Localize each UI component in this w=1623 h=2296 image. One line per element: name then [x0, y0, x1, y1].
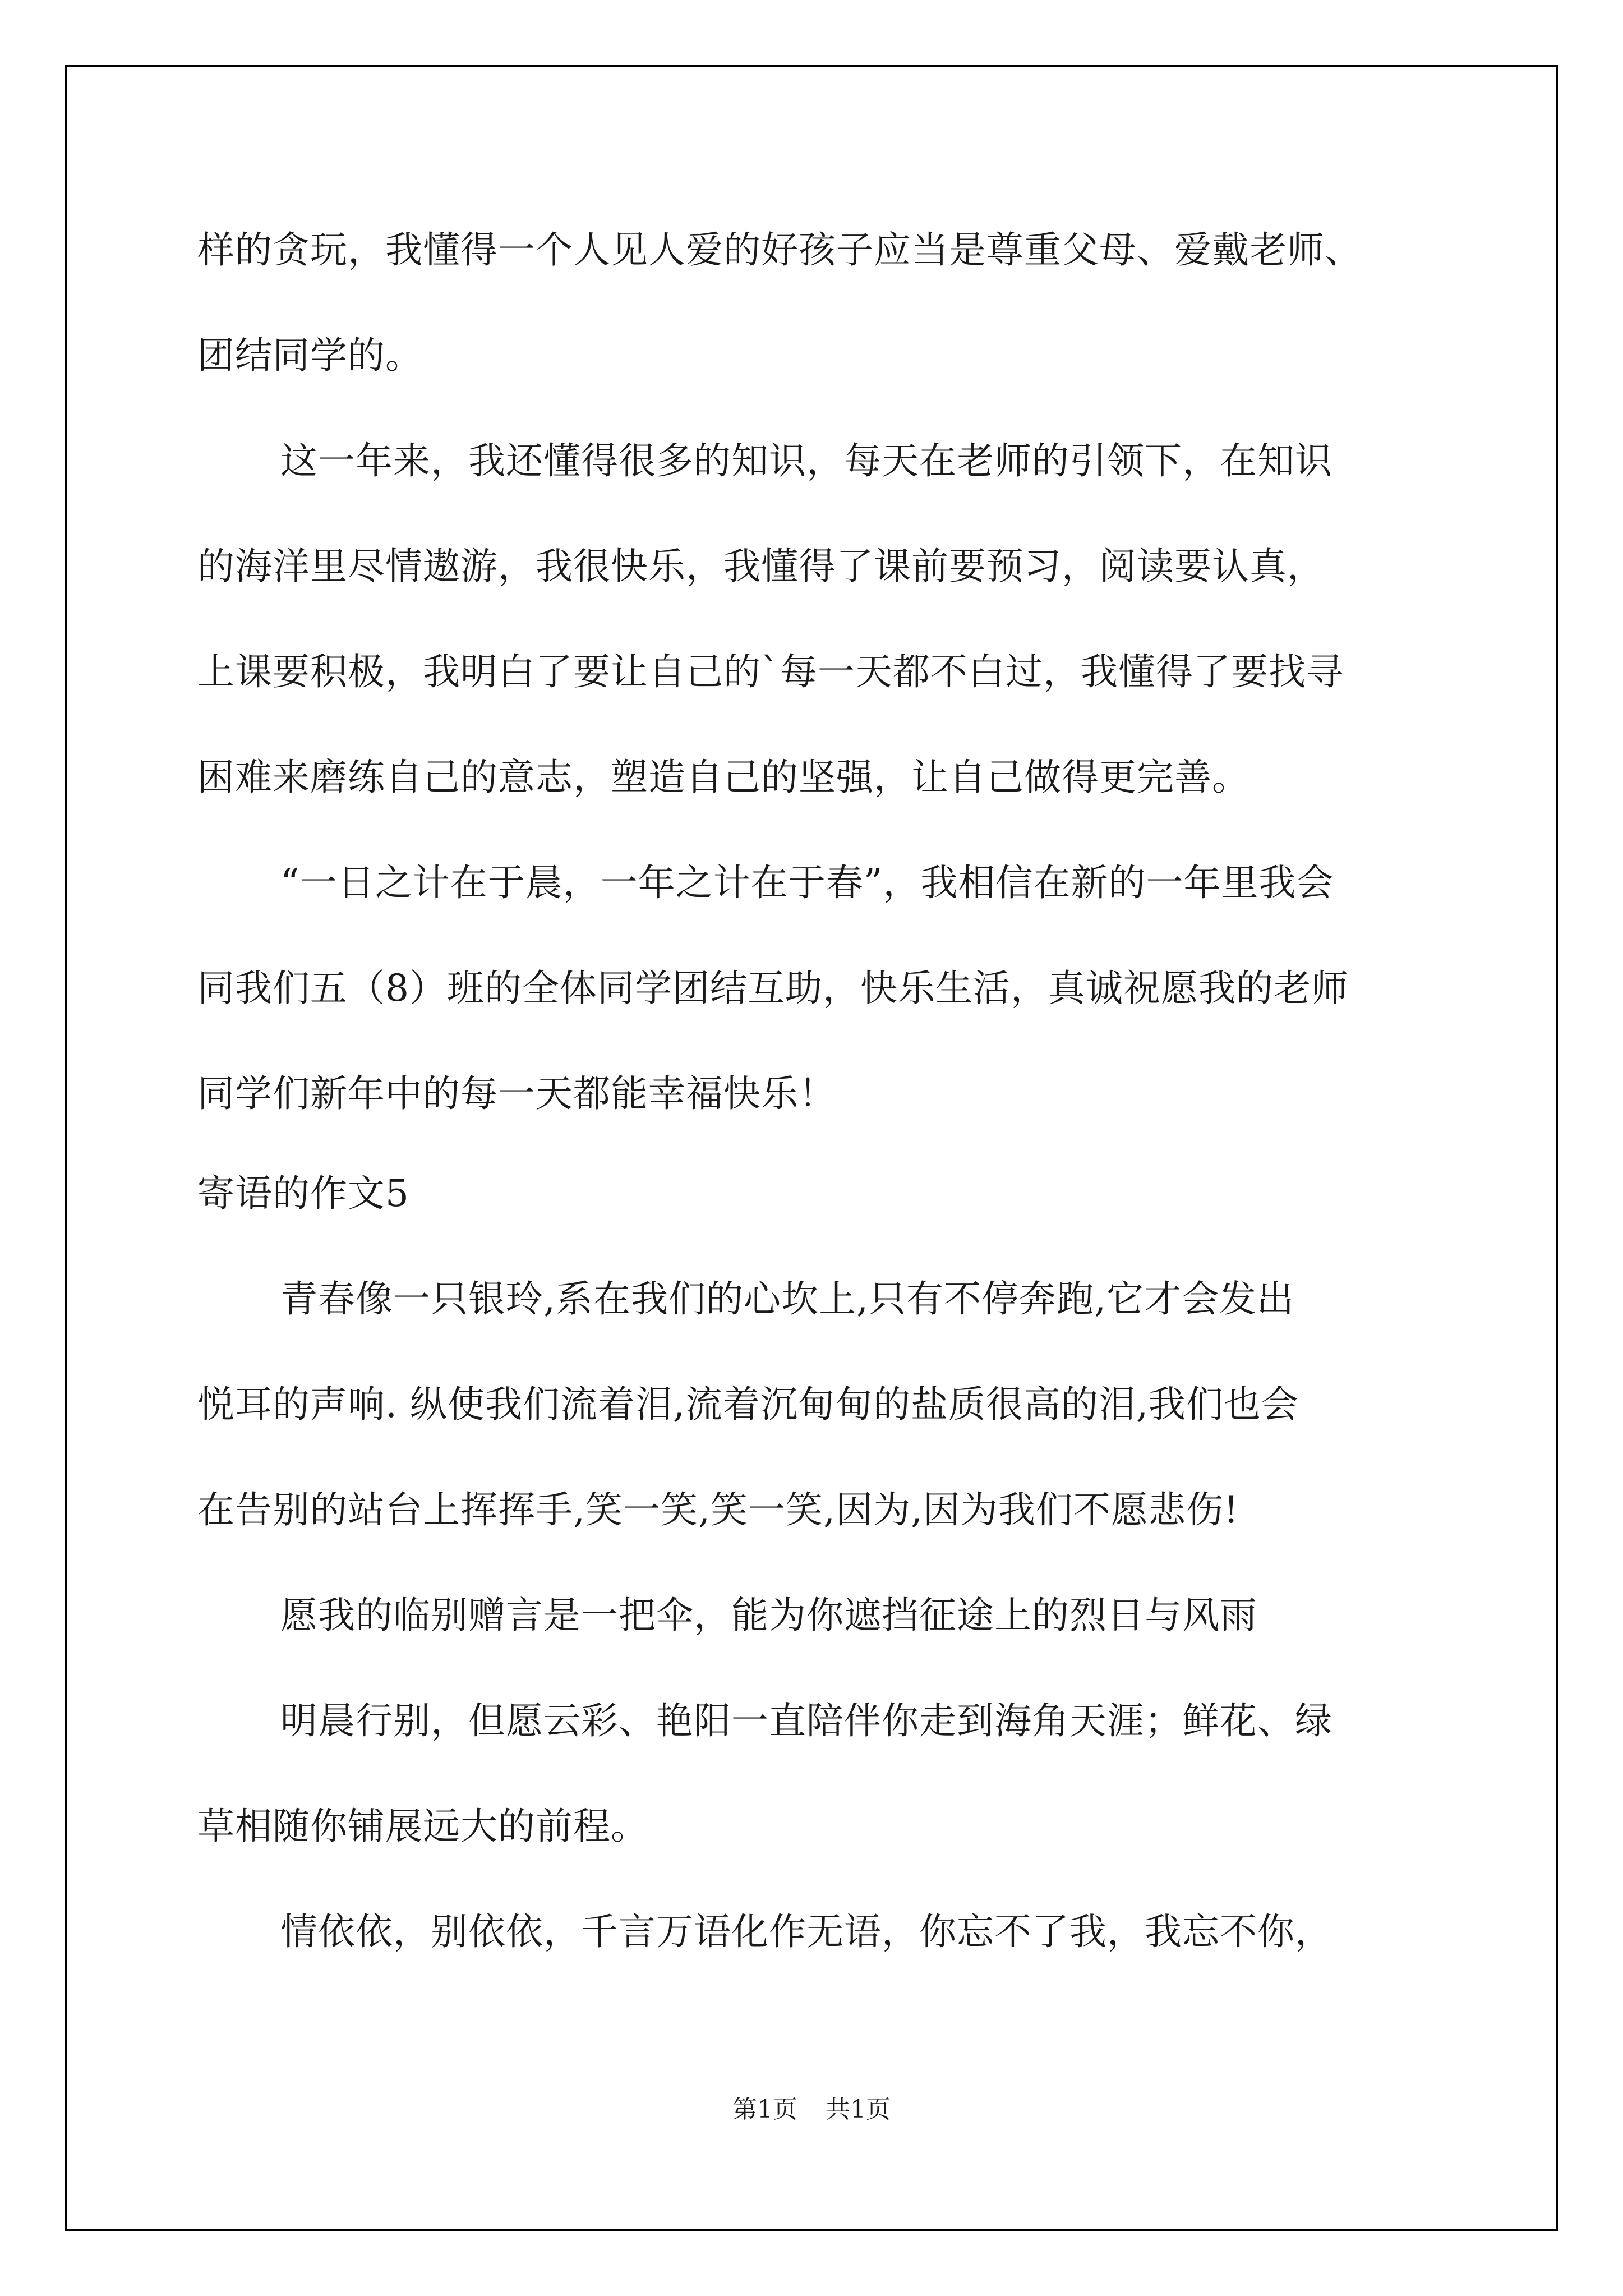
text-line: 困难来磨练自己的意志，塑造自己的坚强，让自己做得更完善。: [197, 756, 1249, 799]
text-line: 这一年来，我还懂得很多的知识，每天在老师的引领下，在知识: [280, 439, 1332, 482]
section-heading: 寄语的作文5: [197, 1172, 409, 1215]
page-border: [65, 65, 1558, 2231]
text-line: 上课要积极，我明白了要让自己的`每一天都不白过，我懂得了要找寻: [197, 650, 1344, 693]
text-line: 同学们新年中的每一天都能幸福快乐！: [197, 1072, 836, 1115]
text-line: 草相随你铺展远大的前程。: [197, 1805, 648, 1848]
text-line: 在告别的站台上挥挥手,笑一笑,笑一笑,因为,因为我们不愿悲伤!: [197, 1488, 1239, 1531]
text-line: 团结同学的。: [197, 334, 423, 377]
text-line: 样的贪玩，我懂得一个人见人爱的好孩子应当是尊重父母、爱戴老师、: [197, 228, 1362, 272]
page-footer: [0, 2089, 1623, 2125]
text-line: 明晨行别，但愿云彩、艳阳一直陪伴你走到海角天涯；鲜花、绿: [280, 1699, 1332, 1742]
total-pages: 共1页: [826, 2095, 891, 2124]
text-line: “一日之计在于晨，一年之计在于春”，我相信在新的一年里我会: [280, 861, 1334, 904]
text-line: 青春像一只银玲,系在我们的心坎上,只有不停奔跑,它才会发出: [280, 1277, 1294, 1320]
page-number: 第1页: [732, 2095, 797, 2124]
text-line: 情依依，别依依，千言万语化作无语，你忘不了我，我忘不你，: [280, 1910, 1332, 1953]
text-line: 的海洋里尽情遨游，我很快乐，我懂得了课前要预习，阅读要认真，: [197, 545, 1325, 588]
text-line: 同我们五（8）班的全体同学团结互助，快乐生活，真诚祝愿我的老师: [197, 967, 1349, 1010]
text-line: 愿我的临别赠言是一把伞，能为你遮挡征途上的烈日与风雨: [280, 1594, 1257, 1637]
text-line: 悦耳的声响. 纵使我们流着泪,流着沉甸甸的盐质很高的泪,我们也会: [197, 1383, 1299, 1426]
